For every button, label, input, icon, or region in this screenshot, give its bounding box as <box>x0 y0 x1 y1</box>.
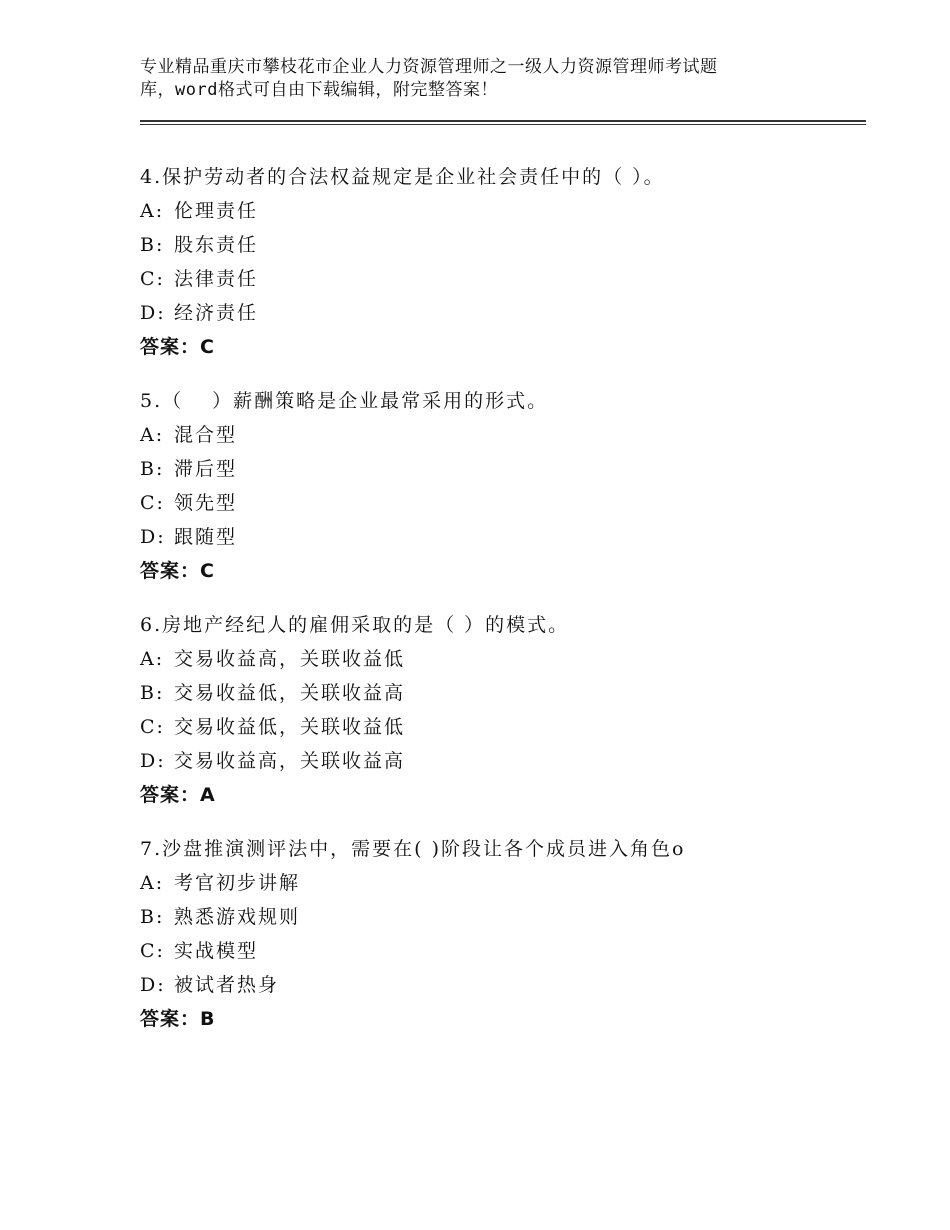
answer-label: 答案：A <box>140 784 216 806</box>
option-text: 交易收益低，关联收益高 <box>174 682 406 704</box>
option-text: 混合型 <box>174 424 238 446</box>
option-key: A: <box>140 648 165 670</box>
question-4 <box>140 160 860 364</box>
option-text: 伦理责任 <box>174 200 259 222</box>
option-d <box>140 968 860 1002</box>
option-c <box>140 486 860 520</box>
option-text: 被试者热身 <box>174 974 280 996</box>
option-key: D: <box>140 526 166 548</box>
option-b <box>140 452 860 486</box>
question-7 <box>140 832 860 1036</box>
option-c <box>140 710 860 744</box>
option-key: A: <box>140 200 165 222</box>
option-d <box>140 520 860 554</box>
option-d <box>140 296 860 330</box>
answer-label: 答案：C <box>140 336 215 358</box>
question-6 <box>140 608 860 812</box>
option-key: A: <box>140 424 165 446</box>
option-key: C: <box>140 268 165 290</box>
option-key: A: <box>140 872 165 894</box>
option-text: 领先型 <box>174 492 238 514</box>
header-divider-thin <box>140 124 866 125</box>
answer-label: 答案：B <box>140 1008 216 1030</box>
option-a <box>140 642 860 676</box>
option-key: D: <box>140 302 166 324</box>
option-key: C: <box>140 940 165 962</box>
option-key: B: <box>140 234 165 256</box>
option-text: 交易收益高，关联收益低 <box>174 648 406 670</box>
question-list <box>140 160 860 1056</box>
option-a <box>140 194 860 228</box>
option-b <box>140 228 860 262</box>
option-text: 股东责任 <box>174 234 259 256</box>
option-d <box>140 744 860 778</box>
option-text: 交易收益高，关联收益高 <box>174 750 406 772</box>
question-stem: 7.沙盘推演测评法中，需要在( )阶段让各个成员进入角色o <box>140 838 686 860</box>
question-stem: 5.（ ）薪酬策略是企业最常采用的形式。 <box>140 390 549 412</box>
option-b <box>140 676 860 710</box>
option-key: B: <box>140 906 165 928</box>
option-text: 熟悉游戏规则 <box>174 906 301 928</box>
answer-label: 答案：C <box>140 560 215 582</box>
header-line-1: 专业精品重庆市攀枝花市企业人力资源管理师之一级人力资源管理师考试题 <box>140 57 718 77</box>
header-line-2: 库，word格式可自由下载编辑，附完整答案！ <box>140 80 498 100</box>
option-a <box>140 418 860 452</box>
option-text: 法律责任 <box>174 268 259 290</box>
option-text: 考官初步讲解 <box>174 872 301 894</box>
option-key: B: <box>140 458 165 480</box>
option-text: 跟随型 <box>174 526 238 548</box>
header-divider <box>140 120 866 122</box>
option-c <box>140 262 860 296</box>
document-header <box>140 56 840 102</box>
option-text: 经济责任 <box>174 302 259 324</box>
question-5 <box>140 384 860 588</box>
option-text: 实战模型 <box>174 940 259 962</box>
option-b <box>140 900 860 934</box>
option-key: C: <box>140 492 165 514</box>
option-a <box>140 866 860 900</box>
question-stem: 4.保护劳动者的合法权益规定是企业社会责任中的（ ）。 <box>140 166 665 188</box>
option-key: D: <box>140 974 166 996</box>
option-text: 交易收益低，关联收益低 <box>174 716 406 738</box>
option-c <box>140 934 860 968</box>
option-text: 滞后型 <box>174 458 238 480</box>
option-key: B: <box>140 682 165 704</box>
option-key: D: <box>140 750 166 772</box>
question-stem: 6.房地产经纪人的雇佣采取的是（ ）的模式。 <box>140 614 570 636</box>
option-key: C: <box>140 716 165 738</box>
